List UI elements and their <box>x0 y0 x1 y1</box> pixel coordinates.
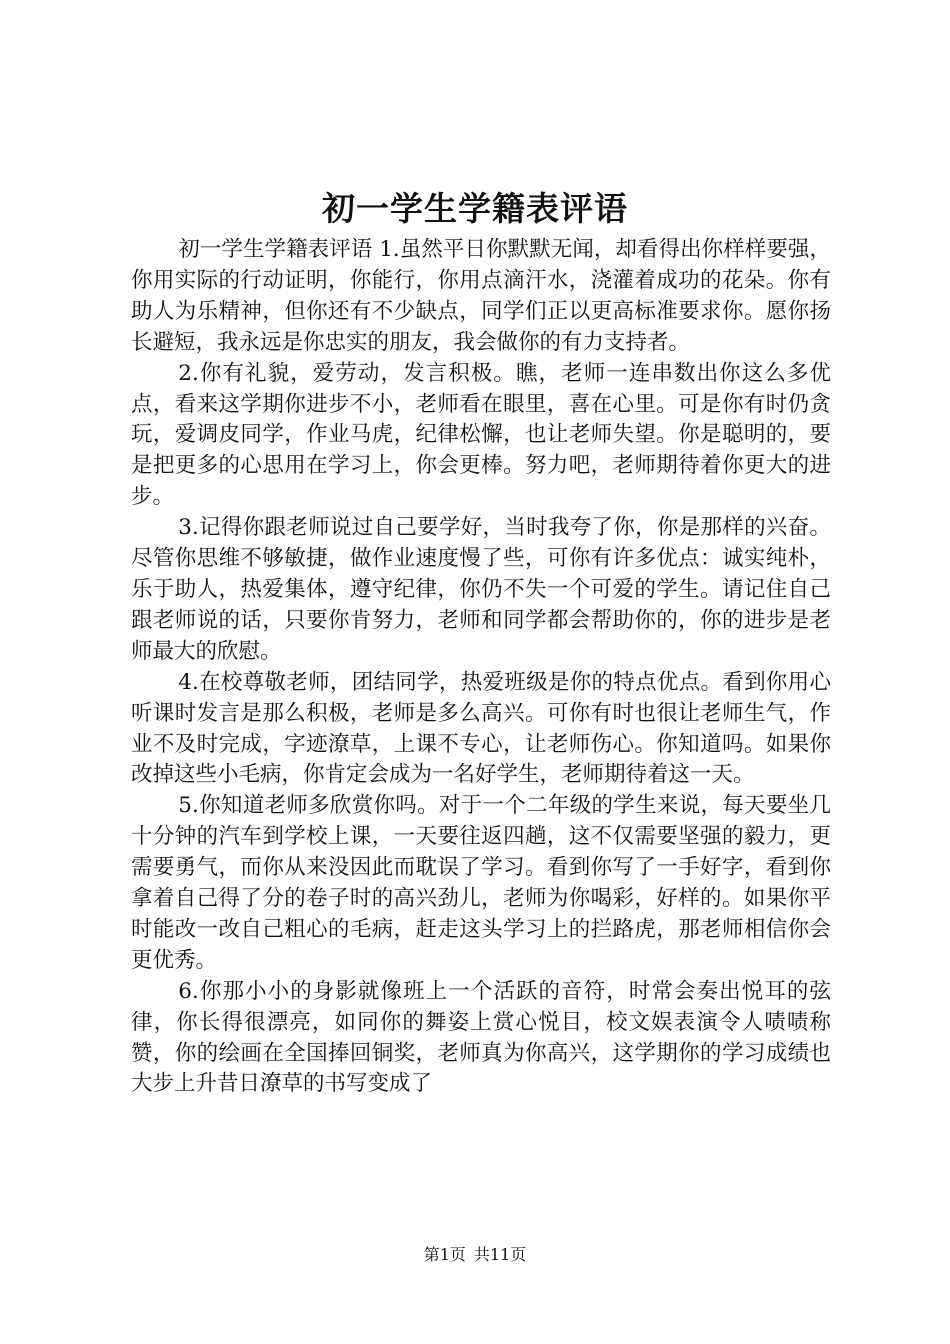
document-body <box>131 235 831 1100</box>
paragraph-6: 6.你那小小的身影就像班上一个活跃的音符，时常会奏出悦耳的弦律，你长得很漂亮，如同你的舞姿上赏心悦目，校文娱表演令人啧啧称赞，你的绘画在全国捧回铜奖，老师真为你高兴，这学期你的学习成绩也大步上升昔日潦草的书写变成了 <box>131 978 831 1097</box>
paragraph-2: 2.你有礼貌，爱劳动，发言积极。瞧，老师一连串数出你这么多优点，看来这学期你进步不小，老师看在眼里，喜在心里。可是你有时仍贪玩，爱调皮同学，作业马虎，纪律松懈，也让老师失望。你是聪明的，要是把更多的心思用在学习上，你会更棒。努力吧，老师期待着你更大的进步。 <box>131 360 831 510</box>
page-total: 共11页 <box>473 1245 527 1264</box>
paragraph-5: 5.你知道老师多欣赏你吗。对于一个二年级的学生来说，每天要坐几十分钟的汽车到学校上课，一天要往返四趟，这不仅需要坚强的毅力，更需要勇气，而你从来没因此而耽误了学习。看到你写了一手好字，看到你拿着自己得了分的卷子时的高兴劲儿，老师为你喝彩，好样的。如果你平时能改一改自己粗心的毛病，赶走这头学习上的拦路虎，那老师相信你会更优秀。 <box>131 793 831 973</box>
paragraph-1: 初一学生学籍表评语 1.虽然平日你默默无闻，却看得出你样样要强，你用实际的行动证明，你能行，你用点滴汗水，浇灌着成功的花朵。你有助人为乐精神，但你还有不少缺点，同学们正以更高标准要求你。愿你扬长避短，我永远是你忠实的朋友，我会做你的有力支持者。 <box>131 237 831 355</box>
page-number: 第1页 <box>423 1245 466 1264</box>
paragraph-4: 4.在校尊敬老师，团结同学，热爱班级是你的特点优点。看到你用心听课时发言是那么积极，老师是多么高兴。可你有时也很让老师生气，作业不及时完成，字迹潦草，上课不专心，让老师伤心。你知道吗。如果你改掉这些小毛病，你肯定会成为一名好学生，老师期待着这一天。 <box>131 669 831 788</box>
paragraph-3: 3.记得你跟老师说过自己要学好，当时我夸了你，你是那样的兴奋。尽管你思维不够敏捷，做作业速度慢了些，可你有许多优点：诚实纯朴，乐于助人，热爱集体，遵守纪律，你仍不失一个可爱的学生。请记住自己跟老师说的话，只要你肯努力，老师和同学都会帮助你的，你的进步是老师最大的欣慰。 <box>131 515 831 664</box>
document-title: 初一学生学籍表评语 <box>322 189 628 228</box>
page-footer <box>0 1244 950 1266</box>
